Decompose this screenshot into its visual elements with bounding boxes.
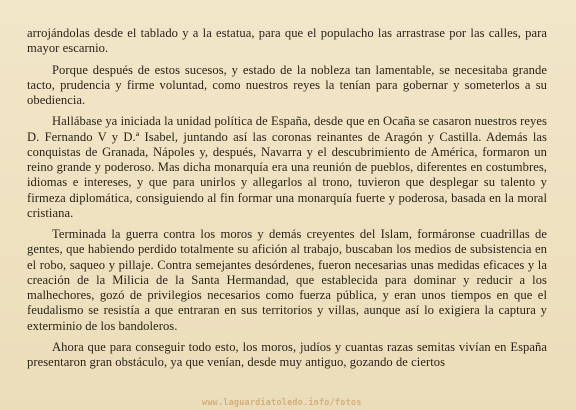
paragraph-3: Hallábase ya iniciada la unidad política de España, desde que en Ocaña se casaron nuestros reyes D. Fernando V y D.ª Isabel, juntando así las coronas reinantes de Aragón y Castilla. Además las conquistas de Granada, Nápoles y, después, Navarra y el descubrimiento de América, formaron un reino grande y poderoso. Mas dicha monarquía era una reunión de pueblos, diferentes en costumbres, idiomas e intereses, y que para unirlos y allegarlos al trono, tuvieron que desplegar su talento y firmeza diplomática, consiguiendo al fin formar una monarquía fuerte y poderosa, basada en la moral cristiana.	[27, 114, 547, 220]
paragraph-4: Terminada la guerra contra los moros y demás creyentes del Islam, formáronse cuadrillas de gentes, que habiendo perdido totalmente su afición al trabajo, buscaban los medios de subsistencia en el robo, saqueo y pillaje. Contra semejantes desórdenes, fueron necesarias unas medidas eficaces y la creación de la Milicia de la Santa Hermandad, que establecida para dominar y reducir a los malhechores, gozó de privilegios necesarios como fuerza pública, y eran unos tiempos en que el feudalismo se resistía a que entraran en sus territorios y villas, aunque así lo exigiera la captura y exterminio de los bandoleros.	[27, 227, 547, 333]
paragraph-5: Ahora que para conseguir todo esto, los moros, judíos y cuantas razas semitas vivían en España presentaron gran obstáculo, ya que venían, desde muy antiguo, gozando de ciertos	[27, 339, 547, 369]
body-text	[27, 26, 547, 370]
watermark-url: www.laguardiatoledo.info/fotos	[202, 398, 362, 408]
paragraph-1: arrojándolas desde el tablado y a la estatua, para que el populacho las arrastrase por las calles, para mayor escarnio.	[27, 26, 547, 56]
paragraph-2: Porque después de estos sucesos, y estado de la nobleza tan lamentable, se necesitaba grande tacto, prudencia y firme voluntad, como nuestros reyes la tenían para gobernar y someterlos a su obediencia.	[27, 62, 547, 107]
